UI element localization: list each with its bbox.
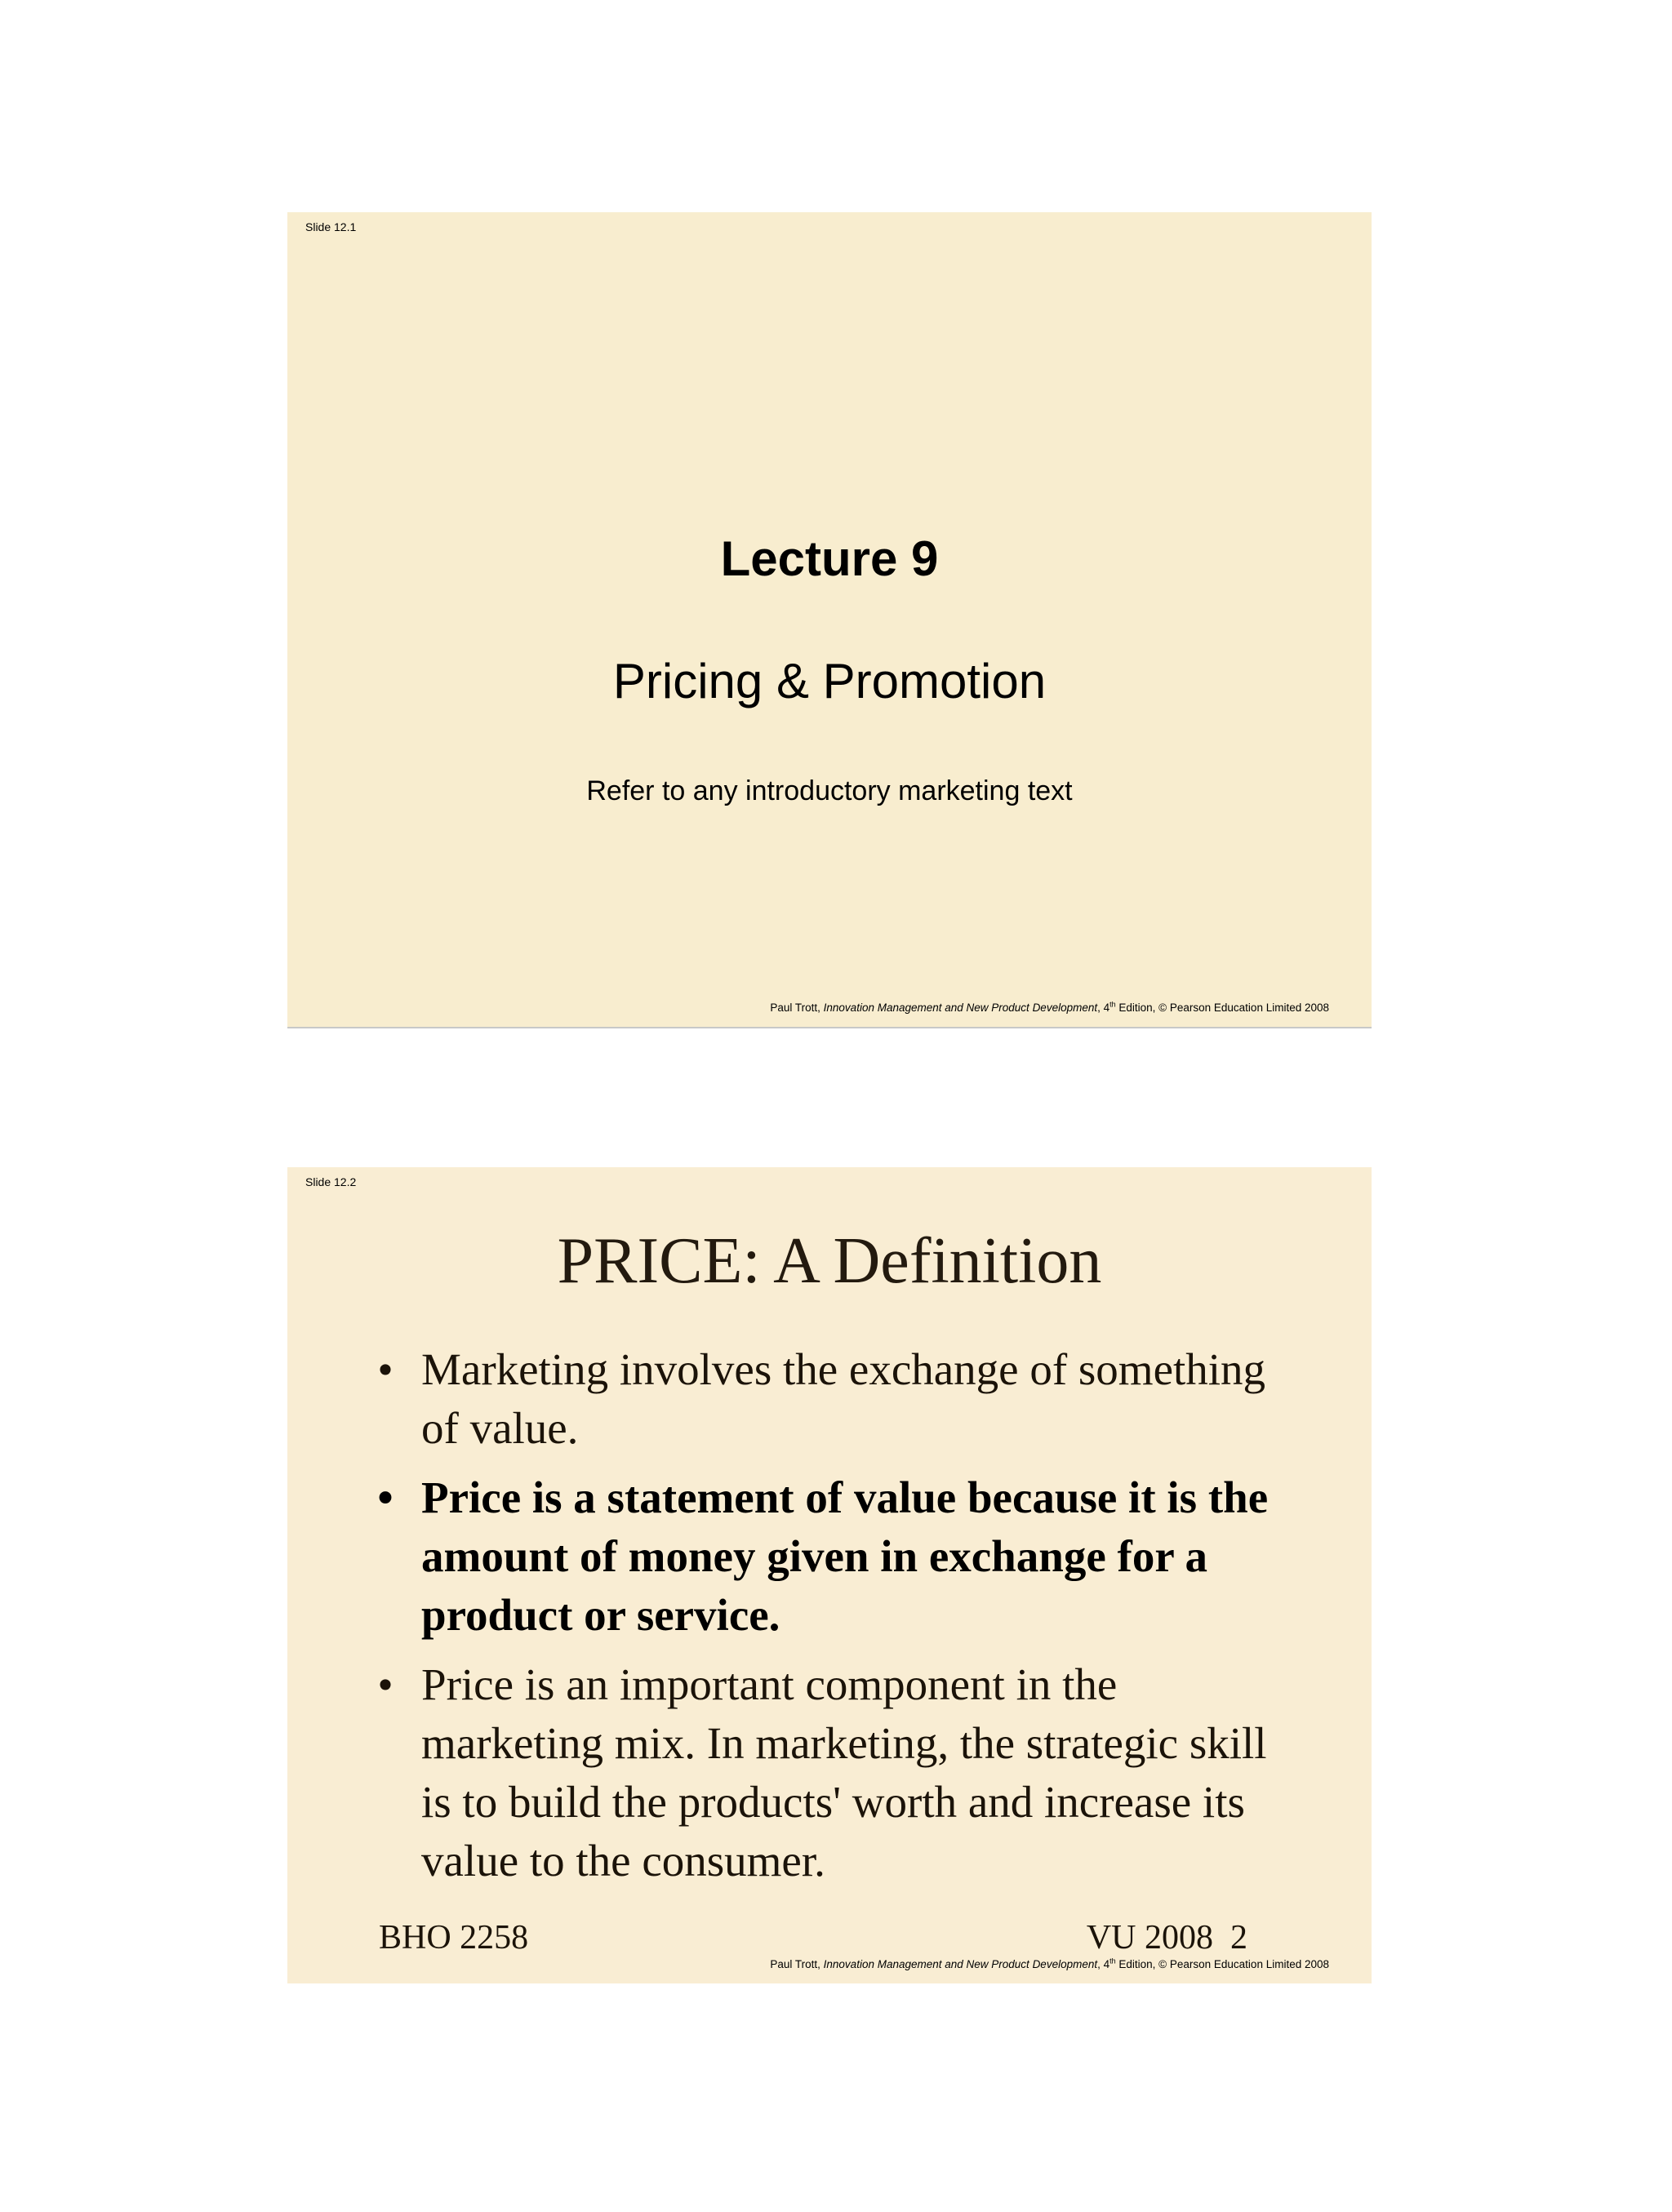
credit-edition-sup: th <box>1109 1000 1116 1009</box>
bullet-text: Price is a statement of value because it is the amount of money given in exchange for a product or service. <box>421 1472 1269 1640</box>
credit-edition-prefix: , 4 <box>1097 1002 1110 1014</box>
slide-subtitle: Pricing & Promotion <box>612 654 1047 708</box>
credit-edition-prefix: , 4 <box>1097 1958 1110 1970</box>
slide-2 <box>287 1167 1372 1983</box>
bullet-dot: • <box>377 1472 394 1522</box>
bullet-list <box>369 1340 1300 1901</box>
footer-course-code: BHO 2258 <box>379 1919 529 1957</box>
bullet-item <box>369 1340 1300 1458</box>
footer-page-info: VU 2008 2 <box>1086 1919 1247 1957</box>
slide-note: Refer to any introductory marketing text <box>586 775 1073 806</box>
bullet-item <box>369 1468 1300 1645</box>
slide-1 <box>287 212 1372 1028</box>
credit-author: Paul Trott, <box>770 1958 824 1970</box>
slide-title: Lecture 9 <box>720 531 939 586</box>
bullet-item <box>369 1655 1300 1890</box>
bullet-text: Marketing involves the exchange of something of value. <box>421 1344 1266 1453</box>
slide-title: PRICE: A Definition <box>557 1225 1102 1297</box>
slide-credit <box>770 1958 1329 1970</box>
slide-credit <box>770 1002 1329 1014</box>
credit-edition-suffix: Edition, © Pearson Education Limited 2008 <box>1115 1958 1329 1970</box>
credit-edition-sup: th <box>1109 1957 1116 1965</box>
slide-number: Slide 12.2 <box>305 1175 357 1188</box>
bullet-dot: • <box>377 1344 394 1394</box>
credit-edition-suffix: Edition, © Pearson Education Limited 2008 <box>1115 1002 1329 1014</box>
credit-author: Paul Trott, <box>770 1002 824 1014</box>
credit-book-title: Innovation Management and New Product Development <box>823 1002 1098 1014</box>
credit-book-title: Innovation Management and New Product Development <box>823 1958 1098 1970</box>
bullet-text: Price is an important component in the marketing mix. In marketing, the strategic skill is to build the products' worth and increase its value to the consumer. <box>421 1659 1267 1886</box>
slide-number: Slide 12.1 <box>305 220 357 233</box>
bullet-dot: • <box>377 1659 394 1709</box>
